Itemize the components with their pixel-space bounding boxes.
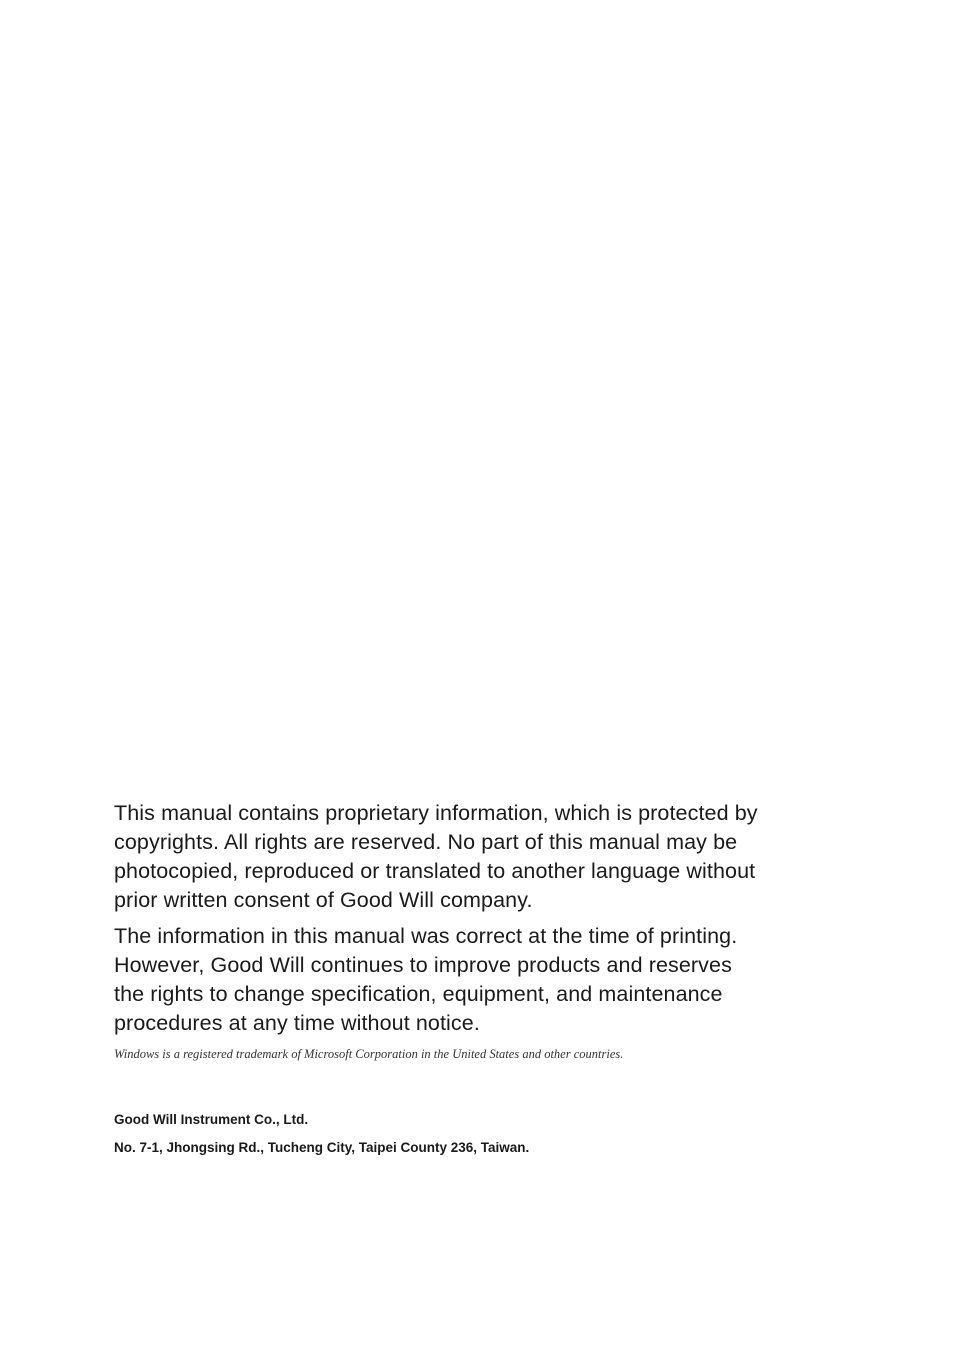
proprietary-info-paragraph [114,799,834,915]
paragraph-line: However, Good Will continues to improve products and reserves [114,953,732,977]
paragraph-line: photocopied, reproduced or translated to another language without [114,859,756,883]
paragraph-line: prior written consent of Good Will company. [114,888,533,912]
paragraph-line: the rights to change specification, equipment, and maintenance [114,982,723,1006]
trademark-note: Windows is a registered trademark of Microsoft Corporation in the United States and other countries. [114,1047,624,1061]
paragraph-line: The information in this manual was correct at the time of printing. [114,924,738,948]
paragraph-line: procedures at any time without notice. [114,1011,480,1035]
copyright-notice [114,799,834,1038]
change-notice-paragraph [114,922,834,1038]
company-address: No. 7-1, Jhongsing Rd., Tucheng City, Taipei County 236, Taiwan. [114,1140,530,1155]
paragraph-line: This manual contains proprietary information, which is protected by [114,801,758,825]
paragraph-line: copyrights. All rights are reserved. No part of this manual may be [114,830,738,854]
company-name: Good Will Instrument Co., Ltd. [114,1112,309,1127]
